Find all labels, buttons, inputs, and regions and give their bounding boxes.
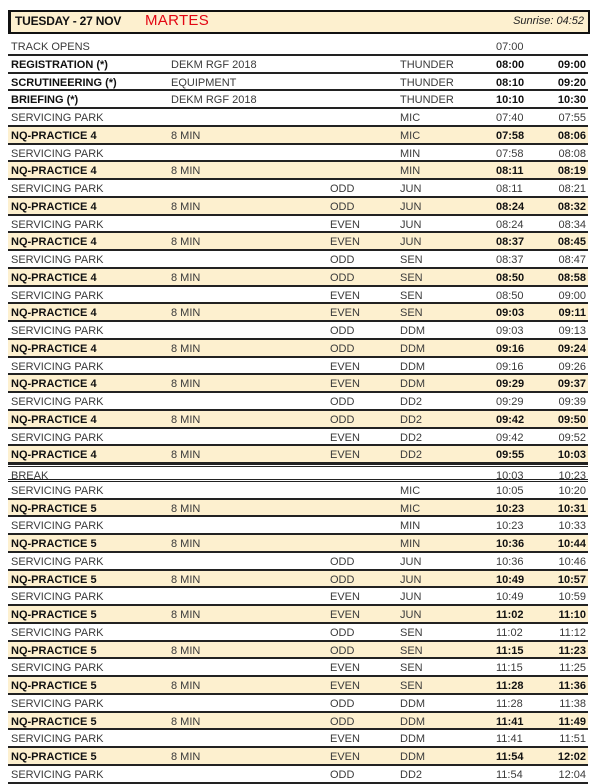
start-time: 11:02 [496, 609, 524, 621]
class-name: MIN [400, 538, 421, 550]
schedule-row [8, 180, 588, 198]
start-time: 09:29 [496, 396, 524, 408]
class-name: DD2 [400, 396, 423, 408]
start-group: ODD [330, 342, 355, 355]
schedule-row [8, 287, 588, 305]
event-name: SERVICING PARK [11, 662, 104, 675]
practice-row [8, 713, 588, 731]
event-name: SERVICING PARK [11, 733, 104, 746]
class-name: SEN [400, 644, 423, 657]
start-group: ODD [330, 715, 355, 728]
event-name: NQ-PRACTICE 4 [11, 236, 97, 249]
start-time: 07:40 [496, 112, 524, 124]
start-time: 08:37 [496, 254, 524, 266]
start-group: ODD [330, 325, 355, 337]
start-time: 08:24 [496, 218, 524, 231]
event-name: NQ-PRACTICE 4 [11, 129, 97, 142]
schedule-row [8, 429, 588, 447]
end-time: 09:20 [557, 76, 586, 89]
class-name: DDM [400, 697, 426, 710]
end-time: 10:23 [558, 470, 586, 482]
start-time: 11:41 [496, 715, 524, 728]
class-name: MIC [400, 502, 421, 515]
start-time: 08:10 [496, 76, 525, 89]
schedule-row [8, 91, 588, 109]
start-time: 11:54 [496, 751, 524, 763]
start-time: 10:49 [496, 573, 525, 586]
start-time: 11:28 [496, 680, 524, 692]
end-time: 10:20 [558, 484, 586, 497]
class-name: MIC [400, 129, 421, 142]
class-name: SEN [400, 680, 423, 692]
start-group: EVEN [330, 236, 360, 249]
start-time: 08:24 [496, 200, 525, 213]
end-time: 11:23 [558, 644, 586, 657]
class-name: DD2 [400, 449, 423, 462]
event-name: NQ-PRACTICE 4 [11, 342, 97, 355]
end-time: 08:34 [558, 218, 586, 231]
class-name: JUN [400, 591, 422, 604]
start-group: EVEN [330, 662, 360, 675]
class-name: MIC [400, 112, 421, 124]
class-name: SEN [400, 662, 423, 675]
start-group: EVEN [330, 360, 360, 373]
end-time: 09:37 [557, 378, 586, 391]
event-duration: 8 MIN [171, 307, 201, 320]
event-duration: 8 MIN [171, 715, 201, 728]
start-group: ODD [330, 768, 355, 781]
event-duration: 8 MIN [171, 200, 201, 213]
event-duration: 8 MIN [171, 502, 201, 515]
end-time: 11:10 [558, 609, 586, 621]
event-name: NQ-PRACTICE 4 [11, 271, 97, 284]
class-name: MIN [400, 520, 421, 533]
schedule-row [8, 766, 588, 784]
event-name: NQ-PRACTICE 5 [11, 680, 97, 692]
event-name: SERVICING PARK [11, 218, 104, 231]
end-time: 11:38 [559, 697, 586, 710]
practice-row [8, 127, 588, 145]
class-name: MIN [400, 147, 421, 160]
end-time: 11:25 [559, 662, 586, 675]
class-name: JUN [400, 555, 422, 568]
event-name: SERVICING PARK [11, 591, 104, 604]
event-duration: 8 MIN [171, 378, 201, 391]
event-duration: 8 MIN [171, 680, 201, 692]
event-name: SERVICING PARK [11, 626, 104, 639]
start-time: 09:16 [496, 360, 524, 373]
start-time: 10:23 [496, 520, 524, 533]
event-duration: EQUIPMENT [171, 76, 237, 89]
event-name: NQ-PRACTICE 4 [11, 413, 97, 426]
end-time: 10:46 [558, 555, 586, 568]
end-time: 10:33 [558, 520, 586, 533]
class-name: THUNDER [400, 76, 454, 89]
schedule-row [8, 74, 588, 92]
practice-row [8, 446, 588, 464]
start-group: ODD [330, 200, 355, 213]
schedule-row [8, 695, 588, 713]
schedule-row [8, 358, 588, 376]
start-time: 10:36 [496, 555, 524, 568]
end-time: 08:21 [558, 183, 586, 195]
schedule-row [8, 56, 588, 74]
start-time: 10:10 [496, 94, 525, 107]
start-group: ODD [330, 697, 355, 710]
start-time: 09:29 [496, 378, 525, 391]
event-name: NQ-PRACTICE 4 [11, 200, 97, 213]
schedule-row [8, 38, 588, 56]
event-name: BREAK [11, 470, 49, 482]
day-title: TUESDAY - 27 NOV [15, 14, 122, 28]
start-time: 08:11 [496, 165, 524, 178]
start-time: 11:02 [496, 626, 523, 639]
start-time: 09:42 [496, 431, 524, 444]
local-day-name: MARTES [145, 12, 210, 29]
start-time: 08:50 [496, 289, 524, 302]
start-group: EVEN [330, 378, 360, 391]
event-name: NQ-PRACTICE 5 [11, 609, 97, 621]
event-duration: 8 MIN [171, 165, 201, 178]
class-name: JUN [400, 218, 422, 231]
start-group: EVEN [330, 449, 360, 462]
practice-row [8, 571, 588, 589]
end-time: 09:52 [558, 431, 586, 444]
schedule-row [8, 482, 588, 500]
start-group: ODD [330, 573, 355, 586]
schedule-row [8, 216, 588, 234]
start-group: ODD [330, 644, 355, 657]
class-name: DDM [400, 751, 426, 763]
event-name: SERVICING PARK [11, 254, 104, 266]
day-header-bar [8, 10, 590, 34]
schedule-row [8, 553, 588, 571]
event-name: NQ-PRACTICE 5 [11, 573, 97, 586]
start-group: EVEN [330, 218, 360, 231]
class-name: MIN [400, 165, 421, 178]
break-row [8, 464, 588, 482]
start-time: 07:00 [496, 41, 524, 53]
event-name: NQ-PRACTICE 5 [11, 715, 97, 728]
start-group: ODD [330, 183, 355, 195]
event-name: SERVICING PARK [11, 520, 104, 533]
practice-row [8, 677, 588, 695]
schedule-table [8, 38, 588, 784]
start-group: EVEN [330, 307, 360, 320]
start-time: 07:58 [496, 147, 524, 160]
schedule-row [8, 659, 588, 677]
end-time: 08:19 [557, 165, 586, 178]
start-group: ODD [330, 626, 355, 639]
class-name: SEN [400, 271, 423, 284]
event-name: BRIEFING (*) [11, 94, 79, 107]
class-name: DDM [400, 715, 426, 728]
event-name: NQ-PRACTICE 4 [11, 165, 97, 178]
schedule-row [8, 517, 588, 535]
end-time: 08:58 [557, 271, 586, 284]
end-time: 09:26 [558, 360, 586, 373]
schedule-row [8, 145, 588, 163]
end-time: 09:11 [558, 307, 586, 320]
schedule-row [8, 322, 588, 340]
start-time: 11:41 [496, 733, 523, 746]
event-name: SERVICING PARK [11, 147, 104, 160]
end-time: 09:00 [558, 289, 586, 302]
start-group: ODD [330, 555, 355, 568]
class-name: JUN [400, 200, 422, 213]
start-group: ODD [330, 396, 355, 408]
start-group: EVEN [330, 733, 360, 746]
event-name: SERVICING PARK [11, 431, 104, 444]
start-time: 09:42 [496, 413, 525, 426]
practice-row [8, 198, 588, 216]
end-time: 08:08 [558, 147, 586, 160]
end-time: 08:47 [558, 254, 586, 266]
start-time: 11:15 [496, 644, 524, 657]
practice-row [8, 375, 588, 393]
schedule-row [8, 393, 588, 411]
start-time: 10:23 [496, 502, 525, 515]
start-group: ODD [330, 271, 355, 284]
event-name: SERVICING PARK [11, 396, 104, 408]
event-name: SCRUTINEERING (*) [11, 76, 117, 89]
start-group: EVEN [330, 609, 360, 621]
start-group: ODD [330, 413, 355, 426]
event-name: SERVICING PARK [11, 555, 104, 568]
event-name: NQ-PRACTICE 5 [11, 644, 97, 657]
practice-row [8, 535, 588, 553]
start-time: 11:28 [496, 697, 523, 710]
event-name: TRACK OPENS [11, 41, 90, 53]
event-duration: 8 MIN [171, 342, 201, 355]
class-name: SEN [400, 289, 423, 302]
event-duration: 8 MIN [171, 538, 201, 550]
practice-row [8, 269, 588, 287]
event-name: SERVICING PARK [11, 112, 104, 124]
event-name: SERVICING PARK [11, 697, 104, 710]
end-time: 09:13 [558, 325, 586, 337]
class-name: DDM [400, 733, 426, 746]
class-name: JUN [400, 609, 422, 621]
event-duration: DEKM RGF 2018 [171, 94, 257, 107]
start-time: 09:03 [496, 307, 525, 320]
end-time: 08:32 [557, 200, 586, 213]
practice-row [8, 233, 588, 251]
start-time: 09:16 [496, 342, 525, 355]
end-time: 08:06 [557, 129, 586, 142]
end-time: 11:12 [559, 626, 586, 639]
end-time: 10:30 [557, 94, 586, 107]
class-name: SEN [400, 254, 423, 266]
class-name: JUN [400, 183, 422, 195]
sunrise-time: Sunrise: 04:52 [513, 15, 584, 27]
practice-row [8, 340, 588, 358]
schedule-row [8, 251, 588, 269]
end-time: 10:57 [557, 573, 586, 586]
end-time: 10:31 [557, 502, 586, 515]
end-time: 09:50 [557, 413, 586, 426]
schedule-row [8, 624, 588, 642]
end-time: 10:44 [557, 538, 586, 550]
end-time: 11:36 [558, 680, 586, 692]
practice-row [8, 642, 588, 660]
class-name: JUN [400, 236, 422, 249]
event-name: SERVICING PARK [11, 360, 104, 373]
event-name: NQ-PRACTICE 4 [11, 449, 97, 462]
start-time: 11:54 [496, 768, 523, 781]
start-time: 08:11 [496, 183, 523, 195]
end-time: 09:39 [558, 396, 586, 408]
event-duration: 8 MIN [171, 609, 201, 621]
class-name: THUNDER [400, 94, 454, 107]
start-time: 11:15 [496, 662, 523, 675]
event-name: SERVICING PARK [11, 768, 104, 781]
event-name: SERVICING PARK [11, 484, 104, 497]
schedule-row [8, 588, 588, 606]
event-duration: 8 MIN [171, 644, 201, 657]
end-time: 09:24 [557, 342, 586, 355]
start-time: 10:49 [496, 591, 524, 604]
start-time: 08:00 [496, 58, 525, 71]
event-duration: 8 MIN [171, 129, 201, 142]
end-time: 07:55 [558, 112, 586, 124]
end-time: 09:00 [557, 58, 586, 71]
start-time: 09:03 [496, 325, 524, 337]
class-name: DD2 [400, 413, 423, 426]
class-name: MIC [400, 484, 421, 497]
class-name: THUNDER [400, 58, 454, 71]
event-name: NQ-PRACTICE 5 [11, 751, 97, 763]
start-time: 09:55 [496, 449, 525, 462]
start-time: 10:03 [496, 470, 524, 482]
start-group: EVEN [330, 591, 360, 604]
start-time: 08:50 [496, 271, 525, 284]
end-time: 12:04 [558, 768, 586, 781]
class-name: JUN [400, 573, 422, 586]
class-name: DDM [400, 325, 426, 337]
end-time: 12:02 [557, 751, 586, 763]
event-duration: 8 MIN [171, 236, 201, 249]
practice-row [8, 411, 588, 429]
end-time: 10:03 [557, 449, 586, 462]
event-name: SERVICING PARK [11, 325, 104, 337]
class-name: DDM [400, 342, 426, 355]
start-group: EVEN [330, 431, 360, 444]
class-name: SEN [400, 307, 423, 320]
event-name: SERVICING PARK [11, 183, 104, 195]
start-group: ODD [330, 254, 355, 266]
start-time: 07:58 [496, 129, 525, 142]
practice-row [8, 162, 588, 180]
practice-row [8, 304, 588, 322]
event-name: NQ-PRACTICE 5 [11, 502, 97, 515]
practice-row [8, 748, 588, 766]
class-name: DDM [400, 360, 426, 373]
event-name: NQ-PRACTICE 5 [11, 538, 97, 550]
event-name: REGISTRATION (*) [11, 58, 108, 71]
end-time: 11:51 [559, 733, 586, 746]
event-duration: 8 MIN [171, 413, 201, 426]
event-duration: 8 MIN [171, 751, 201, 763]
start-group: EVEN [330, 751, 360, 763]
end-time: 10:59 [558, 591, 586, 604]
start-time: 08:37 [496, 236, 525, 249]
event-duration: 8 MIN [171, 271, 201, 284]
event-duration: 8 MIN [171, 449, 201, 462]
event-name: NQ-PRACTICE 4 [11, 307, 97, 320]
schedule-row [8, 730, 588, 748]
end-time: 11:49 [558, 715, 586, 728]
event-duration: DEKM RGF 2018 [171, 58, 257, 71]
class-name: DD2 [400, 431, 423, 444]
event-duration: 8 MIN [171, 573, 201, 586]
schedule-row [8, 109, 588, 127]
start-group: EVEN [330, 680, 360, 692]
start-group: EVEN [330, 289, 360, 302]
event-name: NQ-PRACTICE 4 [11, 378, 97, 391]
start-time: 10:36 [496, 538, 525, 550]
end-time: 08:45 [557, 236, 586, 249]
practice-row [8, 606, 588, 624]
practice-row [8, 500, 588, 518]
class-name: DD2 [400, 768, 423, 781]
class-name: DDM [400, 378, 426, 391]
class-name: SEN [400, 626, 423, 639]
event-name: SERVICING PARK [11, 289, 104, 302]
start-time: 10:05 [496, 484, 524, 497]
